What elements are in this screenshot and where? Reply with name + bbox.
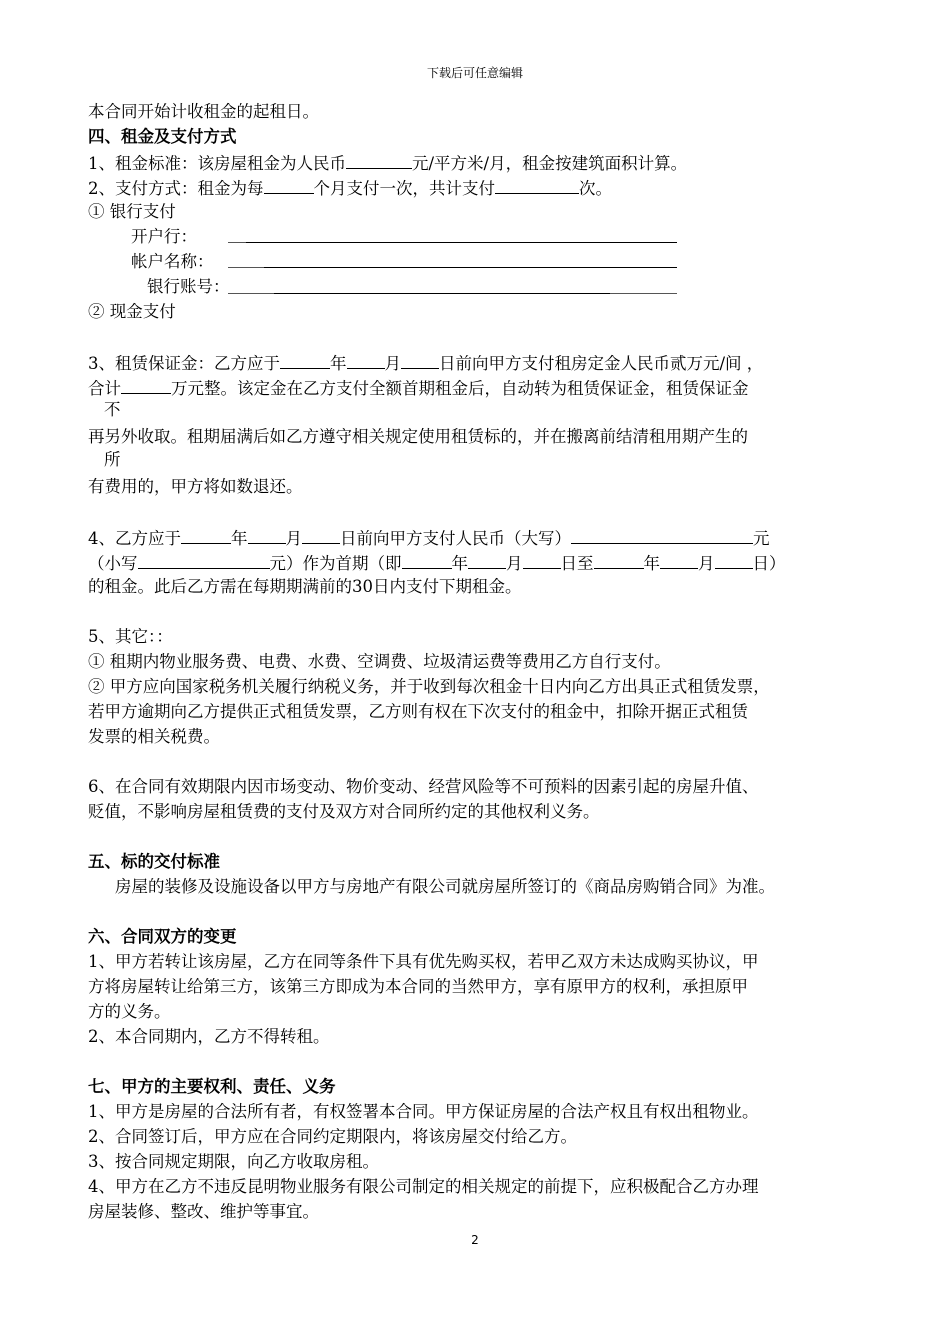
section-7-p3: 3、按合同规定期限，向乙方收取房租。 — [88, 1152, 379, 1171]
other-item-1: ① 租期内物业服务费、电费、水费、空调费、垃圾清运费等费用乙方自行支付。 — [88, 652, 671, 671]
rent-price-blank — [346, 151, 412, 169]
account-number-blank-lead — [228, 293, 274, 294]
pay-month-blank — [248, 526, 286, 544]
account-number-blank — [274, 293, 610, 294]
amount-words-blank — [571, 526, 753, 544]
account-name-blank — [264, 267, 677, 268]
deposit-line-3: 再另外收取。租期届满后如乙方遵守相关规定使用租赁标的，并在搬离前结清租用期产生的 — [88, 427, 748, 446]
section-7-p2: 2、合同签订后，甲方应在合同约定期限内，将该房屋交付给乙方。 — [88, 1127, 577, 1146]
other-item-2-line-1: ② 甲方应向国家税务机关履行纳税义务，并于收到每次租金十日内向乙方出具正式租赁发票， — [88, 677, 770, 696]
bank-name-blank — [246, 242, 677, 243]
deposit-line-2-wrap: 不 — [104, 400, 121, 419]
section-6-p1-line-1: 1、甲方若转让该房屋，乙方在同等条件下具有优先购买权，若甲乙双方未达成购买协议，甲 — [88, 952, 759, 971]
deposit-line-2: 合计 万元整。该定金在乙方支付全额首期租金后，自动转为租赁保证金，租赁保证金 — [88, 376, 749, 400]
section-7-p4-line-1: 4、甲方在乙方不违反昆明物业服务有限公司制定的相关规定的前提下，应积极配合乙方办理 — [88, 1177, 759, 1196]
times-blank — [495, 176, 579, 194]
period-end-month-blank — [660, 551, 698, 569]
bank-field-label: 开户行： — [131, 227, 197, 246]
period-end-year-blank — [594, 551, 644, 569]
deposit-line-1: 3、租赁保证金：乙方应于 年 月 日前向甲方支付租房定金人民币贰万元/间 ， — [88, 351, 763, 375]
payment-method-line: 2、支付方式：租金为每 个月支付一次，共计支付 次。 — [88, 176, 612, 200]
account-number-label: 银行账号： — [147, 277, 230, 296]
account-name-label: 帐户名称： — [131, 252, 214, 271]
months-blank — [264, 176, 314, 194]
section-7-title: 七、甲方的主要权利、责任、义务 — [88, 1077, 336, 1096]
bank-payment-label: ① 银行支付 — [88, 202, 176, 221]
section-6-p2: 2、本合同期内，乙方不得转租。 — [88, 1027, 330, 1046]
deposit-month-blank — [347, 351, 385, 369]
first-payment-line-1: 4、乙方应于 年 月 日前向甲方支付人民币（大写） 元 — [88, 526, 770, 550]
cash-payment-label: ② 现金支付 — [88, 302, 176, 321]
deposit-year-blank — [280, 351, 330, 369]
first-payment-line-2: （小写 元）作为首期（即 年 月 日至 年 月 日） — [88, 551, 786, 575]
page-number: 2 — [471, 1233, 479, 1247]
account-name-blank-lead — [228, 267, 264, 268]
section-6-title: 六、合同双方的变更 — [88, 927, 237, 946]
deposit-total-blank — [121, 376, 171, 394]
section-4-title: 四、租金及支付方式 — [88, 127, 237, 146]
section-6-p1-line-2: 方将房屋转让给第三方，该第三方即成为本合同的当然甲方，享有原甲方的权利，承担原甲 — [88, 977, 748, 996]
other-item-2-line-3: 发票的相关税费。 — [88, 727, 220, 746]
section-5-paragraph: 房屋的装修及设施设备以甲方与房地产有限公司就房屋所签订的《商品房购销合同》为准。 — [115, 877, 775, 896]
rent-standard-line: 1、租金标准：该房屋租金为人民币 元/平方米/月，租金按建筑面积计算。 — [88, 151, 687, 175]
pay-year-blank — [181, 526, 231, 544]
deposit-day-blank — [401, 351, 439, 369]
period-start-day-blank — [523, 551, 561, 569]
period-start-year-blank — [402, 551, 452, 569]
pay-day-blank — [302, 526, 340, 544]
section-5-title: 五、标的交付标准 — [88, 852, 220, 871]
section-7-p4-line-2: 房屋装修、整改、维护等事宜。 — [88, 1202, 319, 1221]
period-end-day-blank — [715, 551, 753, 569]
deposit-line-4: 有费用的，甲方将如数退还。 — [88, 477, 303, 496]
first-payment-line-3: 的租金。此后乙方需在每期期满前的30日内支付下期租金。 — [88, 577, 522, 596]
period-start-month-blank — [468, 551, 506, 569]
bank-blank-lead — [228, 242, 246, 243]
paragraph-start-date: 本合同开始计收租金的起租日。 — [88, 102, 319, 121]
clause-6-line-2: 贬值，不影响房屋租赁费的支付及双方对合同所约定的其他权利义务。 — [88, 802, 600, 821]
deposit-line-3-wrap: 所 — [104, 450, 121, 469]
amount-figures-blank — [138, 551, 270, 569]
page-header: 下载后可任意编辑 — [426, 66, 523, 80]
section-7-p1: 1、甲方是房屋的合法所有者，有权签署本合同。甲方保证房屋的合法产权且有权出租物业。 — [88, 1102, 759, 1121]
other-item-2-line-2: 若甲方逾期向乙方提供正式租赁发票，乙方则有权在下次支付的租金中，扣除开据正式租赁 — [88, 702, 748, 721]
other-title: 5、其它：： — [88, 627, 173, 646]
account-number-blank-tail — [610, 293, 677, 294]
clause-6-line-1: 6、在合同有效期限内因市场变动、物价变动、经营风险等不可预料的因素引起的房屋升值、 — [88, 777, 759, 796]
section-6-p1-line-3: 方的义务。 — [88, 1002, 171, 1021]
